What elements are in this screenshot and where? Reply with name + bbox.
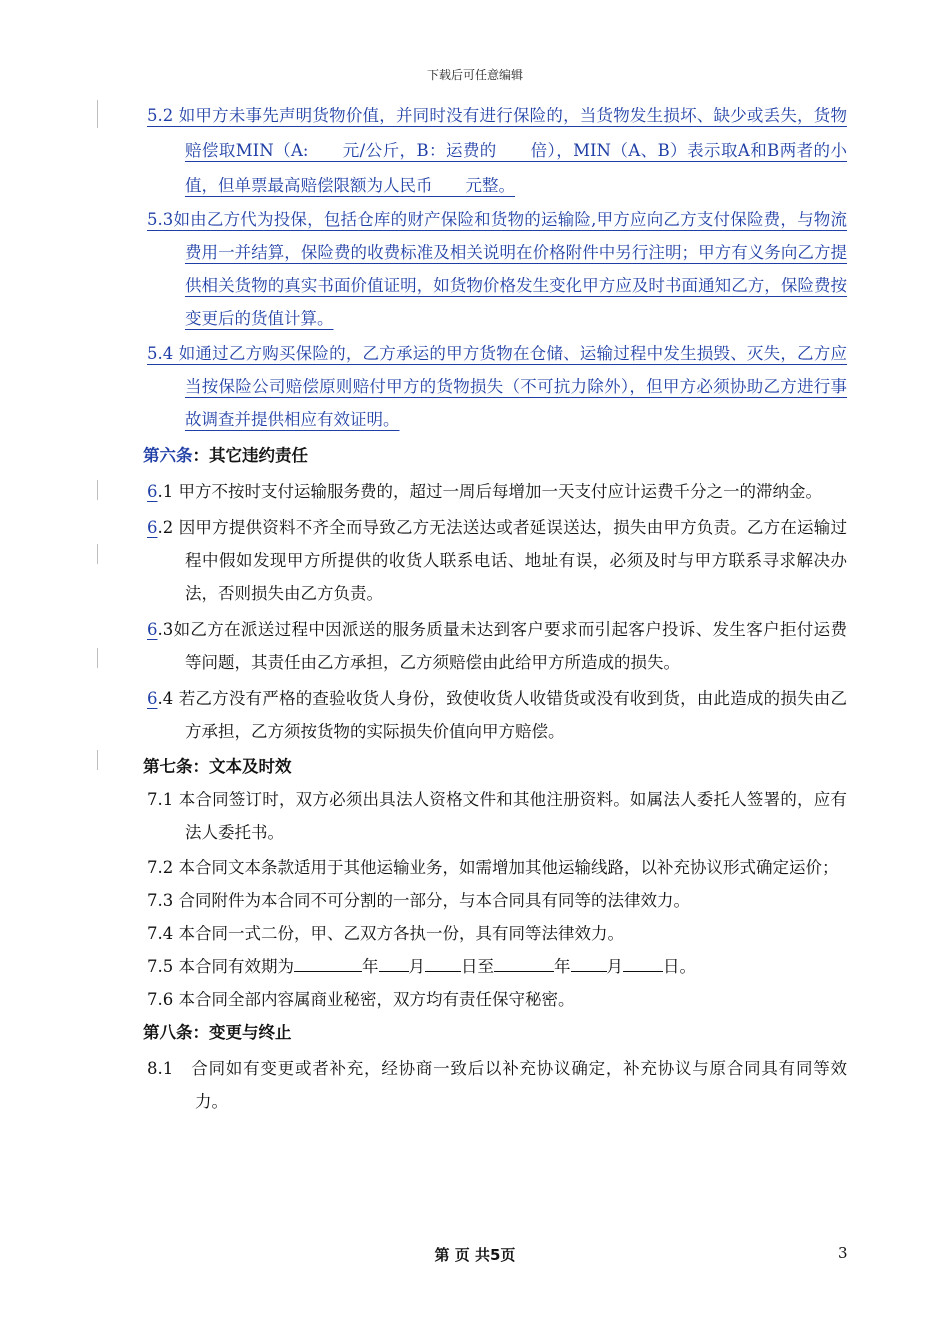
clause-6-2: 6.2 因甲方提供资料不齐全而导致乙方无法送达或者延误送达，损失由甲方负责。乙方在运输过程中假如发现甲方所提供的收货人联系电话、地址有误，必须及时与甲方联系寻求解决办法，否则损失由乙方负责。 bbox=[147, 518, 847, 603]
clause-7-6: 7.6 本合同全部内容属商业秘密，双方均有责任保守秘密。 bbox=[147, 990, 575, 1009]
clause-7-4: 7.4 本合同一式二份，甲、乙双方各执一份，具有同等法律效力。 bbox=[147, 924, 624, 943]
section-6-heading: 第六条：其它违约责任 bbox=[143, 446, 308, 465]
clause-6-1: 6.1 甲方不按时支付运输服务费的，超过一周后每增加一天支付应计运费千分之一的滞纳金。 bbox=[147, 482, 822, 501]
clause-5-4: 5.4 如通过乙方购买保险的，乙方承运的甲方货物在仓储、运输过程中发生损毁、灭失，乙方应当按保险公司赔偿原则赔付甲方的货物损失（不可抗力除外），但甲方必须协助乙方进行事故调查并提供相应有效证明。 bbox=[147, 344, 847, 429]
page-number: 3 bbox=[838, 1244, 848, 1262]
clause-5-3: 5.3如由乙方代为投保，包括仓库的财产保险和货物的运输险,甲方应向乙方支付保险费，与物流费用一并结算，保险费的收费标准及相关说明在价格附件中另行注明；甲方有义务向乙方提供相关货物的真实书面价值证明，如货物价格发生变化甲方应及时书面通知乙方，保险费按变更后的货值计算。 bbox=[147, 210, 847, 328]
document-body bbox=[0, 98, 950, 1118]
clause-7-1: 7.1 本合同签订时，双方必须出具法人资格文件和其他注册资料。如属法人委托人签署的，应有法人委托书。 bbox=[147, 790, 847, 842]
clause-7-2: 7.2 本合同文本条款适用于其他运输业务，如需增加其他运输线路，以补充协议形式确定运价； bbox=[147, 858, 839, 877]
clause-7-3: 7.3 合同附件为本合同不可分割的一部分，与本合同具有同等的法律效力。 bbox=[147, 891, 690, 910]
section-8-heading: 第八条：变更与终止 bbox=[143, 1023, 292, 1042]
blank-month-end bbox=[571, 953, 607, 972]
clause-7-5: 7.5 本合同有效期为 年 月 日至 年 月 日。 bbox=[147, 950, 847, 983]
clause-8-1: 8.1 合同如有变更或者补充，经协商一致后以补充协议确定，补充协议与原合同具有同等效力。 bbox=[147, 1059, 847, 1111]
section-7-heading: 第七条：文本及时效 bbox=[143, 757, 292, 776]
blank-day-end bbox=[623, 953, 663, 972]
blank-year-end bbox=[494, 953, 554, 972]
blank-day-start bbox=[425, 953, 461, 972]
page-header: 下载后可任意编辑 bbox=[426, 68, 523, 82]
clause-6-3: 6.3如乙方在派送过程中因派送的服务质量未达到客户要求而引起客户投诉、发生客户拒付运费等问题，其责任由乙方承担，乙方须赔偿由此给甲方所造成的损失。 bbox=[147, 620, 847, 672]
page-footer: 第 页 共5页 bbox=[434, 1246, 516, 1264]
blank-year-start bbox=[294, 953, 362, 972]
clause-6-4: 6.4 若乙方没有严格的查验收货人身份，致使收货人收错货或没有收到货，由此造成的损失由乙方承担，乙方须按货物的实际损失价值向甲方赔偿。 bbox=[147, 689, 847, 741]
clause-5-2: 5.2 如甲方未事先声明货物价值，并同时没有进行保险的，当货物发生损坏、缺少或丢失，货物赔偿取MIN（A: 元/公斤，B：运费的 倍），MIN（A、B）表示取A和B两者的小值，但单票最高赔偿限额为人民币 元整。 bbox=[147, 106, 847, 195]
blank-month-start bbox=[379, 953, 409, 972]
